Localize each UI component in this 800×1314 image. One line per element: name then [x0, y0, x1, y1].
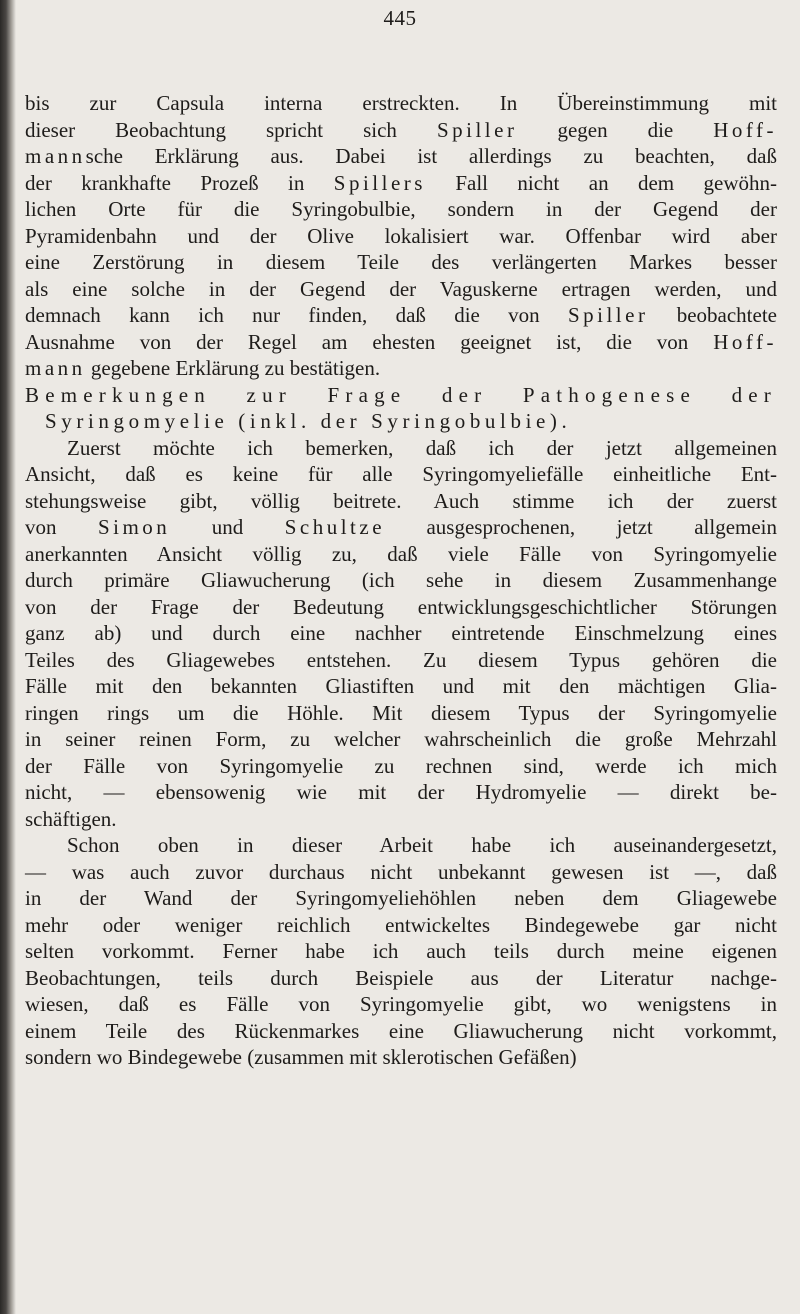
text-line [25, 647, 777, 674]
text-run: der krankhafte Prozeß in [25, 170, 334, 195]
section-heading [25, 382, 777, 435]
text-run: wiesen, daß es Fälle von Syringomyelie gibt, wo wenigstens in [25, 992, 777, 1016]
text-line [25, 170, 777, 197]
text-run: lichen Orte für die Syringobulbie, sondern in der Gegend der [25, 197, 777, 221]
book-binding-shadow [0, 0, 16, 1314]
page-number: 445 [383, 6, 417, 30]
text-run: ganz ab) und durch eine nachher eintretende Einschmelzung eines [25, 621, 777, 645]
text-run: von [25, 515, 98, 539]
paragraph-2 [25, 435, 777, 833]
text-run: selten vorkommt. Ferner habe ich auch teils durch meine eigenen [25, 939, 777, 963]
text-run: gegen die [517, 117, 714, 142]
text-run: sondern wo Bindegewebe (zusammen mit sklerotischen Gefäßen) [25, 1045, 577, 1069]
text-line [25, 567, 777, 594]
text-run: Schon oben in dieser Arbeit habe ich auseinandergesetzt, [67, 833, 777, 857]
text-line [25, 991, 777, 1018]
text-line [25, 276, 777, 303]
text-run: Zuerst möchte ich bemerken, daß ich der jetzt allgemeinen [67, 435, 777, 460]
paragraph-1 [25, 90, 777, 382]
text-run: schäftigen. [25, 806, 117, 831]
text-line [25, 143, 777, 170]
text-run: nicht, — ebensowenig wie mit der Hydromyelie — direkt be- [25, 780, 777, 804]
text-line [25, 832, 777, 859]
text-line [25, 329, 777, 356]
spaced-name: Hoff- [713, 329, 777, 354]
text-line [25, 594, 777, 621]
text-line [25, 461, 777, 488]
text-line [25, 620, 777, 647]
text-run: stehungsweise gibt, völlig beitrete. Auch stimme ich der zuerst [25, 488, 777, 513]
text-line [25, 514, 777, 541]
paragraph-3 [25, 832, 777, 1071]
spaced-name: Spiller [567, 303, 649, 327]
spaced-name: Simon [97, 515, 171, 539]
text-line [25, 806, 777, 833]
text-run: eine Zerstörung in diesem Teile des verlängerten Markes besser [25, 250, 777, 274]
heading-line-1: Bemerkungen zur Frage der Pathogenese der [25, 382, 777, 407]
text-run: ringen rings um die Höhle. Mit diesem Typus der Syringomyelie [25, 700, 777, 725]
text-run: ausgesprochenen, jetzt allgemein [385, 515, 778, 539]
text-run: als eine solche in der Gegend der Vaguskerne ertragen werden, und [25, 276, 777, 301]
text-run: von der Frage der Bedeutung entwicklungsgeschichtlicher Störungen [25, 594, 777, 619]
text-line [25, 912, 777, 939]
text-line [25, 779, 777, 806]
text-run: der Fälle von Syringomyelie zu rechnen sind, werde ich mich [25, 753, 777, 778]
text-run: und [170, 515, 285, 539]
spaced-name: mann [25, 144, 86, 168]
text-run: Ansicht, daß es keine für alle Syringomyeliefälle einheitliche Ent- [25, 462, 777, 486]
text-line [25, 249, 777, 276]
text-run: beobachtete [648, 303, 777, 327]
text-run: demnach kann ich nur finden, daß die von [25, 303, 568, 327]
text-run: Teiles des Gliagewebes entstehen. Zu diesem Typus gehören die [25, 647, 777, 672]
spaced-name: Schultze [284, 515, 386, 539]
text-run: bis zur Capsula interna erstreckten. In Übereinstimmung mit [25, 91, 777, 115]
text-line [25, 938, 777, 965]
text-line [25, 1044, 777, 1071]
text-run: anerkannten Ansicht völlig zu, daß viele Fälle von Syringomyelie [25, 541, 777, 566]
text-run: durch primäre Gliawucherung (ich sehe in diesem Zusammenhange [25, 568, 777, 592]
heading-line-2: Syringomyelie (inkl. der Syringobulbie). [45, 409, 572, 433]
text-line [25, 726, 777, 753]
text-line [25, 355, 777, 382]
text-run: Beobachtungen, teils durch Beispiele aus der Literatur nachge- [25, 965, 777, 990]
text-run: in der Wand der Syringomyeliehöhlen neben dem Gliagewebe [25, 886, 777, 910]
text-line [25, 435, 777, 462]
text-run: Fälle mit den bekannten Gliastiften und mit den mächtigen Glia- [25, 674, 777, 698]
text-line [25, 488, 777, 515]
text-line [25, 753, 777, 780]
spaced-name: Spiller [436, 117, 518, 142]
text-line [25, 117, 777, 144]
text-run: dieser Beobachtung spricht sich [25, 117, 437, 142]
text-run: Ausnahme von der Regel am ehesten geeignet ist, die von [25, 329, 714, 354]
text-line [25, 223, 777, 250]
text-line [25, 302, 777, 329]
text-run: einem Teile des Rückenmarkes eine Gliawucherung nicht vorkommt, [25, 1018, 777, 1043]
text-run: Pyramidenbahn und der Olive lokalisiert war. Offenbar wird aber [25, 223, 777, 248]
body-text [25, 90, 777, 1071]
text-line [25, 700, 777, 727]
spaced-name: Hoff- [713, 117, 777, 142]
text-line [25, 965, 777, 992]
text-run: Fall nicht an dem gewöhn- [425, 170, 777, 195]
text-line [25, 859, 777, 886]
text-run: — was auch zuvor durchaus nicht unbekannt gewesen ist —, daß [25, 859, 777, 884]
text-run: mehr oder weniger reichlich entwickeltes Bindegewebe gar nicht [25, 912, 777, 937]
text-line [25, 541, 777, 568]
spaced-name: mann [25, 356, 86, 380]
text-line [25, 90, 777, 117]
spaced-name: Spillers [333, 170, 426, 195]
text-run: gegebene Erklärung zu bestätigen. [85, 356, 381, 380]
text-run: in seiner reinen Form, zu welcher wahrscheinlich die große Mehrzahl [25, 727, 777, 751]
text-line [25, 196, 777, 223]
text-run: sche Erklärung aus. Dabei ist allerdings zu beachten, daß [85, 144, 777, 168]
text-line [25, 885, 777, 912]
text-line [25, 673, 777, 700]
text-line [25, 1018, 777, 1045]
